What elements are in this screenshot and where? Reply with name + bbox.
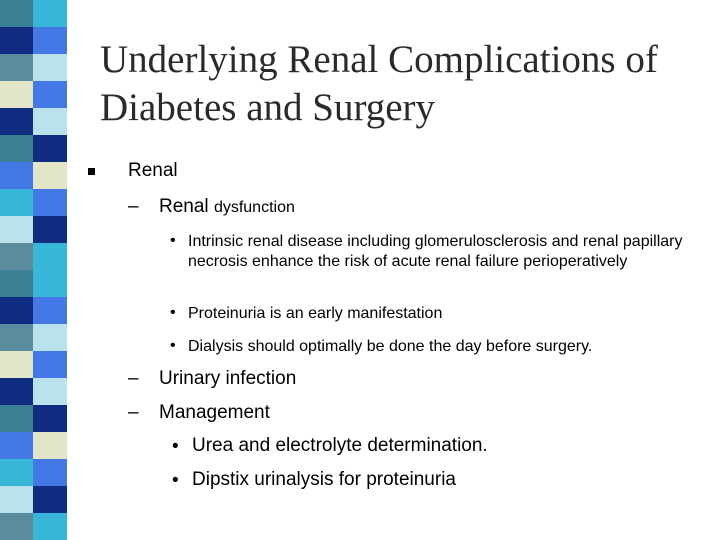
stripe-block [33,459,67,486]
stripe-segment [0,243,67,270]
stripe-block [33,297,67,324]
dot-bullet-icon: • [170,232,176,249]
point-text: Dipstix urinalysis for proteinuria [192,469,456,490]
stripe-block [0,351,33,378]
renal-dysfunction-prefix: Renal [159,196,209,217]
dot-bullet-icon: • [172,436,179,457]
stripe-block [0,162,33,189]
stripe-segment [0,108,67,135]
subitem-renal-dysfunction-label [159,196,295,218]
stripe-block [33,27,67,54]
dot-bullet-icon: • [170,337,176,354]
stripe-block [0,243,33,270]
stripe-block [0,189,33,216]
stripe-block [33,108,67,135]
stripe-block [0,54,33,81]
stripe-segment [0,27,67,54]
stripe-block [0,270,33,297]
decorative-stripe [0,0,67,540]
stripe-block [33,378,67,405]
stripe-block [33,486,67,513]
stripe-block [33,54,67,81]
square-bullet-icon [88,168,95,175]
stripe-block [33,324,67,351]
stripe-block [0,459,33,486]
renal-dysfunction-suffix: dysfunction [213,199,295,216]
point-text: Urea and electrolyte determination. [192,435,488,456]
stripe-segment [0,54,67,81]
stripe-block [0,432,33,459]
stripe-segment [0,459,67,486]
point-text: Proteinuria is an early manifestation [188,305,443,322]
stripe-block [0,486,33,513]
subitem-management-label: Management [159,402,270,423]
stripe-block [33,513,67,540]
stripe-block [0,27,33,54]
stripe-block [0,135,33,162]
stripe-block [0,81,33,108]
stripe-block [33,405,67,432]
stripe-segment [0,513,67,540]
stripe-block [0,378,33,405]
stripe-block [33,81,67,108]
stripe-block [33,135,67,162]
stripe-block [33,216,67,243]
dot-bullet-icon: • [172,470,179,491]
stripe-block [33,0,67,27]
dot-bullet-icon: • [170,304,176,321]
point-text: Dialysis should optimally be done the day before surgery. [188,338,593,355]
stripe-block [0,405,33,432]
stripe-segment [0,297,67,324]
stripe-segment [0,378,67,405]
stripe-segment [0,189,67,216]
stripe-block [0,513,33,540]
stripe-segment [0,270,67,297]
point-text: Intrinsic renal disease including glomerulosclerosis and renal papillary necrosis enhance the risk of acute renal failure perioperatively [188,233,683,270]
stripe-segment [0,486,67,513]
stripe-segment [0,405,67,432]
dash-icon: – [128,402,139,423]
stripe-block [33,432,67,459]
dash-icon: – [128,368,139,389]
stripe-segment [0,324,67,351]
stripe-segment [0,351,67,378]
stripe-segment [0,162,67,189]
stripe-segment [0,0,67,27]
dash-icon: – [128,196,139,217]
bullet-renal-label: Renal [128,160,178,181]
stripe-segment [0,81,67,108]
stripe-block [33,189,67,216]
stripe-block [33,351,67,378]
stripe-block [0,324,33,351]
stripe-block [0,108,33,135]
stripe-segment [0,432,67,459]
stripe-block [33,270,67,297]
stripe-segment [0,216,67,243]
stripe-block [33,162,67,189]
stripe-block [33,243,67,270]
stripe-block [0,297,33,324]
stripe-block [0,216,33,243]
subitem-urinary-infection-label: Urinary infection [159,368,297,389]
stripe-block [0,0,33,27]
slide-title: Underlying Renal Complications of Diabetes and Surgery [100,38,658,129]
stripe-segment [0,135,67,162]
